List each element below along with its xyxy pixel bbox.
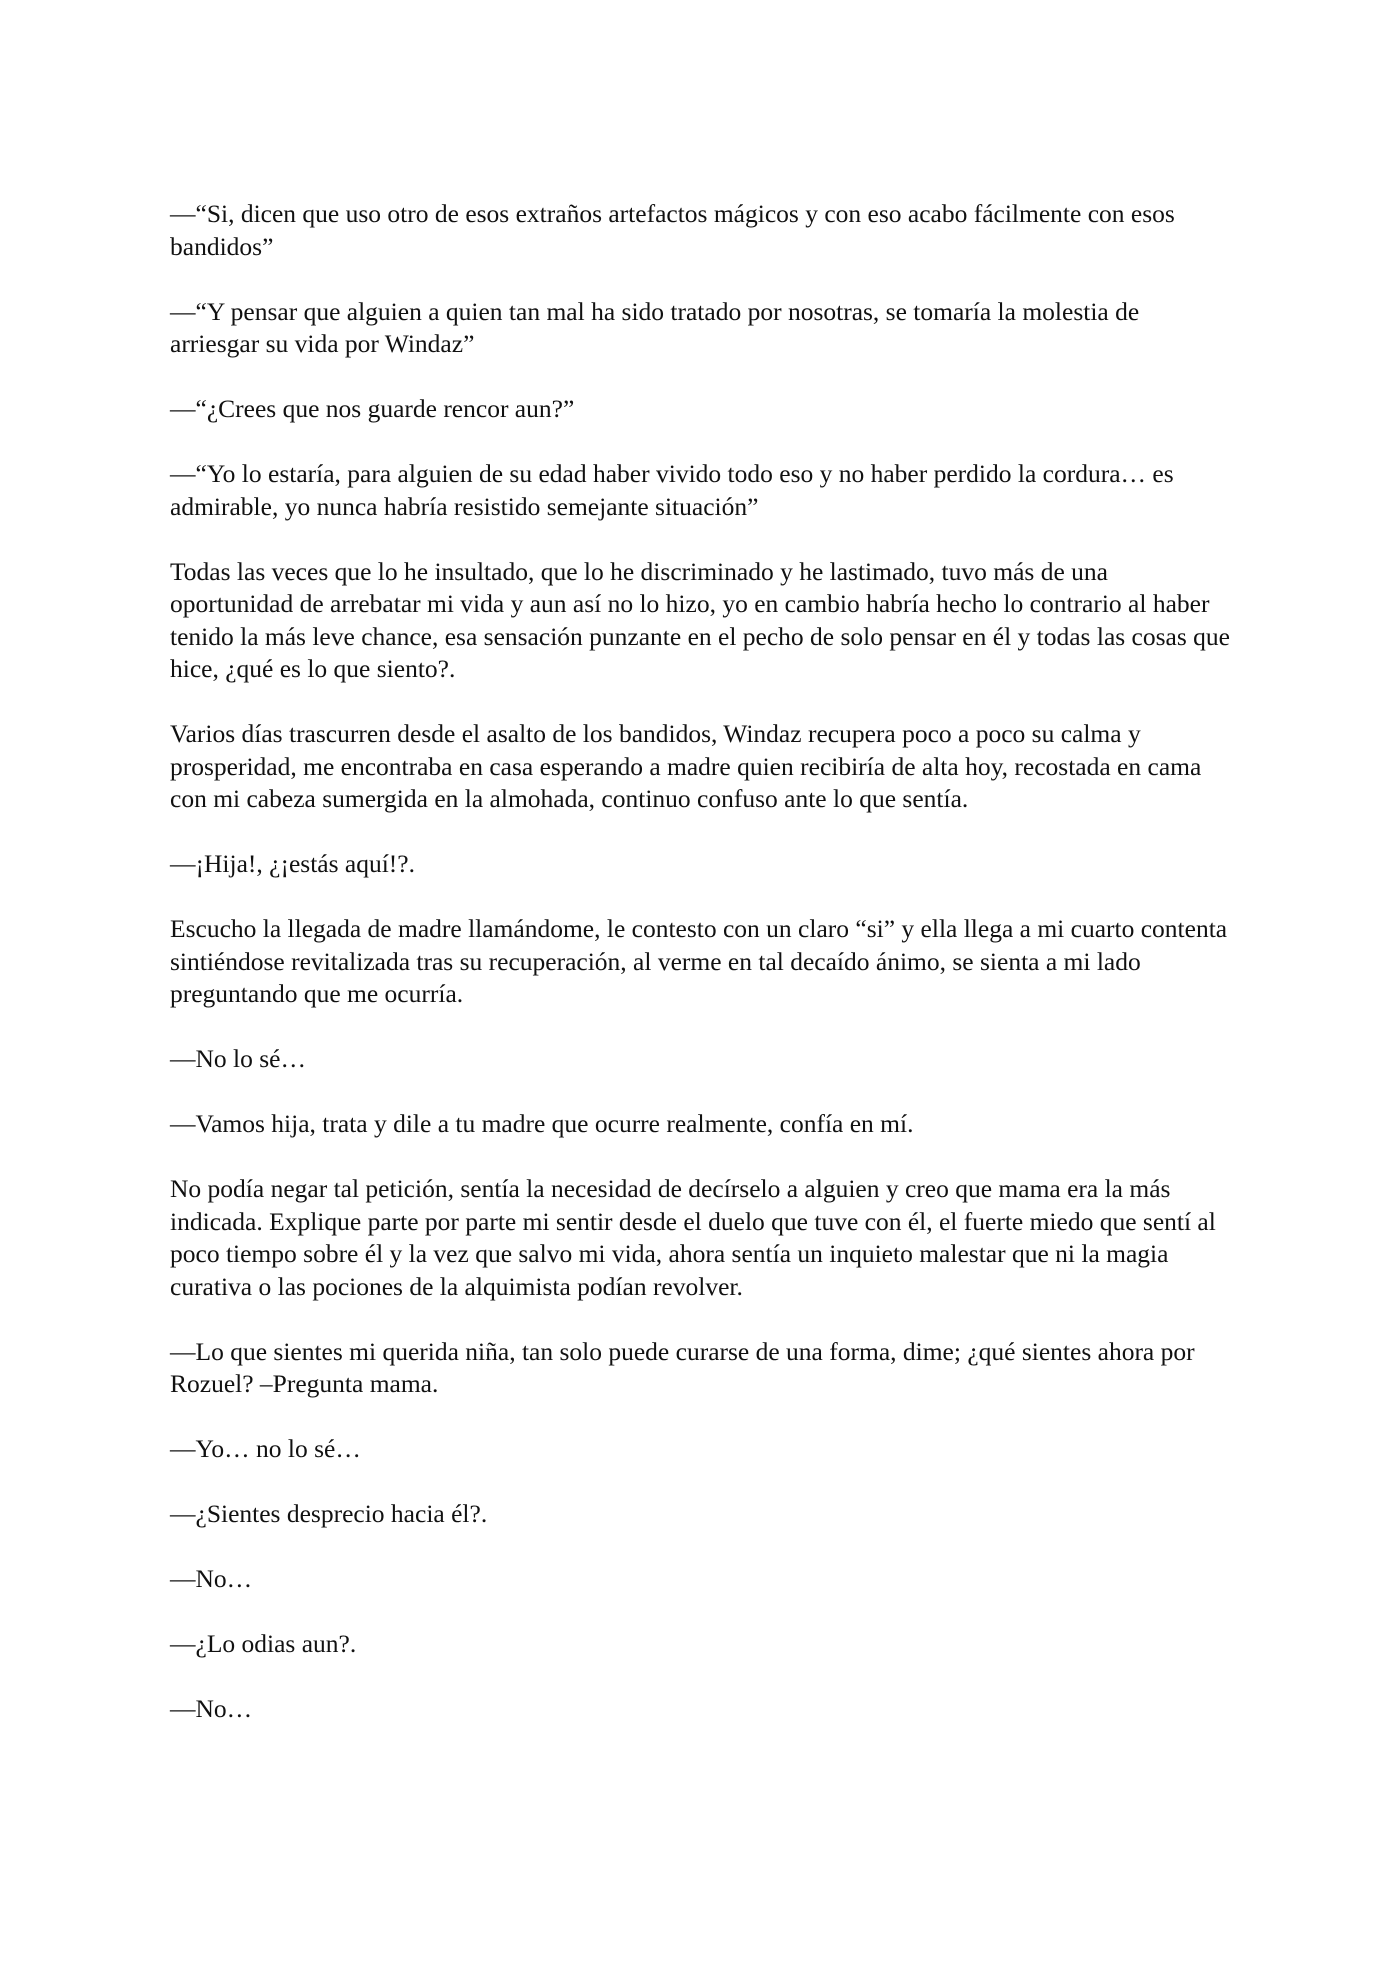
dialogue-paragraph: —“Yo lo estaría, para alguien de su edad haber vivido todo eso y no haber perdido la cordura… es admirable, yo nunca habría resistido semejante situación” bbox=[170, 459, 1174, 521]
dialogue-paragraph: —No lo sé… bbox=[170, 1044, 306, 1073]
narrative-paragraph: No podía negar tal petición, sentía la necesidad de decírselo a alguien y creo que mama era la más indicada. Explique parte por parte mi sentir desde el duelo que tuve con él, el fuerte miedo que sentí al poco tiempo sobre él y la vez que salvo mi vida, ahora sentía un inquieto malestar que ni la magia curativa o las pociones de la alquimista podían revolver. bbox=[170, 1174, 1216, 1301]
dialogue-paragraph: —Vamos hija, trata y dile a tu madre que ocurre realmente, confía en mí. bbox=[170, 1109, 914, 1138]
dialogue-paragraph: —¿Lo odias aun?. bbox=[170, 1629, 357, 1658]
dialogue-paragraph: —Yo… no lo sé… bbox=[170, 1434, 361, 1463]
dialogue-paragraph: —¡Hija!, ¿¡estás aquí!?. bbox=[170, 849, 415, 878]
dialogue-paragraph: —“Y pensar que alguien a quien tan mal ha sido tratado por nosotras, se tomaría la molestia de arriesgar su vida por Windaz” bbox=[170, 296, 1140, 358]
dialogue-paragraph: —“Si, dicen que uso otro de esos extraños artefactos mágicos y con eso acabo fácilmente con esos bandidos” bbox=[170, 199, 1175, 261]
dialogue-paragraph: —¿Sientes desprecio hacia él?. bbox=[170, 1499, 488, 1528]
dialogue-paragraph: —“¿Crees que nos guarde rencor aun?” bbox=[170, 394, 575, 423]
dialogue-paragraph: —No… bbox=[170, 1564, 253, 1593]
narrative-paragraph: Todas las veces que lo he insultado, que lo he discriminado y he lastimado, tuvo más de una oportunidad de arrebatar mi vida y aun así no lo hizo, yo en cambio habría hecho lo contrario al haber tenido la más leve chance, esa sensación punzante en el pecho de solo pensar en él y todas las cosas que hice, ¿qué es lo que siento?. bbox=[170, 556, 1230, 683]
dialogue-paragraph: —No… bbox=[170, 1694, 253, 1723]
narrative-paragraph: Escucho la llegada de madre llamándome, le contesto con un claro “si” y ella llega a mi cuarto contenta sintiéndose revitalizada tras su recuperación, al verme en tal decaído ánimo, se sienta a mi lado preguntando que me ocurría. bbox=[170, 914, 1228, 1008]
narrative-paragraph: Varios días trascurren desde el asalto de los bandidos, Windaz recupera poco a poco su calma y prosperidad, me encontraba en casa esperando a madre quien recibiría de alta hoy, recostada en cama con mi cabeza sumergida en la almohada, continuo confuso ante lo que sentía. bbox=[170, 719, 1202, 813]
dialogue-paragraph: —Lo que sientes mi querida niña, tan solo puede curarse de una forma, dime; ¿qué sientes ahora por Rozuel? –Pregunta mama. bbox=[170, 1336, 1195, 1398]
body-text bbox=[170, 198, 1230, 1758]
